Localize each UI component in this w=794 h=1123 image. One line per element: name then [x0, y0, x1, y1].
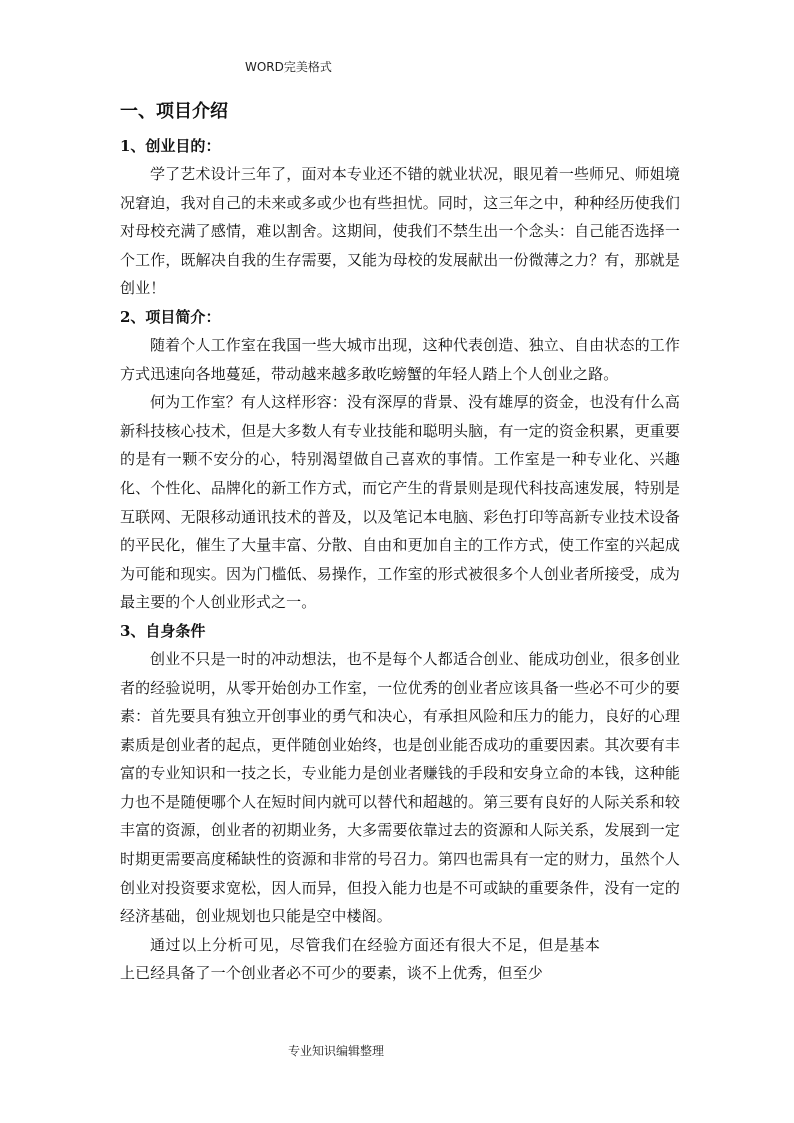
section-title: 一、项目介绍 — [120, 101, 228, 122]
page-footer: 专业知识编辑整理 — [288, 1044, 385, 1058]
paragraph-conditions-1: 创业不只是一时的冲动想法，也不是每个人都适合创业、能成功创业，很多创业者的经验说明，从零开始创办工作室，一位优秀的创业者应该具备一些必不可少的要素：首先要具有独立开创事业的勇气和决心，有承担风险和压力的能力，良好的心理素质是创业者的起点，更伴随创业始终，也是创业能否成功的重要因素。其次要有丰富的专业知识和一技之长，专业能力是创业者赚钱的手段和安身立命的本钱，这种能力也不是随便哪个人在短时间内就可以替代和超越的。第三要有良好的人际关系和较丰富的资源，创业者的初期业务，大多需要依靠过去的资源和人际关系，发展到一定时期更需要高度稀缺性的资源和非常的号召力。第四也需具有一定的财力，虽然个人创业对投资要求宽松，因人而异，但投入能力也是不可或缺的重要条件，没有一定的经济基础，创业规划也只能是空中楼阁。 — [120, 649, 680, 926]
paragraph-purpose: 学了艺术设计三年了，面对本专业还不错的就业状况，眼见着一些师兄、师姐境况窘迫，我对自己的未来或多或少也有些担忧。同时，这三年之中，种种经历使我们对母校充满了感情，难以割舍。这期间，使我们不禁生出一个念头：自己能否选择一个工作，既解决自我的生存需要，又能为母校的发展献出一份微薄之力？有，那就是创业！ — [120, 165, 680, 298]
paragraph-conditions-2: 通过以上分析可见，尽管我们在经验方面还有很大不足，但是基本上已经具备了一个创业者必不可少的要素，谈不上优秀，但至少 — [120, 935, 600, 983]
page-header: WORD完美格式 — [245, 60, 332, 74]
heading-conditions: 3、自身条件 — [120, 621, 206, 640]
paragraph-intro-1: 随着个人工作室在我国一些大城市出现，这种代表创造、独立、自由状态的工作方式迅速向各地蔓延，带动越来越多敢吃螃蟹的年轻人踏上个人创业之路。 — [120, 335, 680, 383]
heading-purpose: 1、创业目的： — [120, 137, 221, 155]
heading-intro: 2、项目简介： — [120, 307, 221, 326]
document-body — [120, 100, 680, 988]
paragraph-intro-2: 何为工作室？有人这样形容：没有深厚的背景、没有雄厚的资金，也没有什么高新科技核心技术，但是大多数人有专业技能和聪明头脑，有一定的资金积累，更重要的是有一颗不安分的心，特别渴望做自己喜欢的事情。工作室是一种专业化、兴趣化、个性化、品牌化的新工作方式，而它产生的背景则是现代科技高速发展，特别是互联网、无限移动通讯技术的普及，以及笔记本电脑、彩色打印等高新专业技术设备的平民化，催生了大量丰富、分散、自由和更加自主的工作方式，使工作室的兴起成为可能和现实。因为门槛低、易操作，工作室的形式被很多个人创业者所接受，成为最主要的个人创业形式之一。 — [120, 393, 680, 612]
